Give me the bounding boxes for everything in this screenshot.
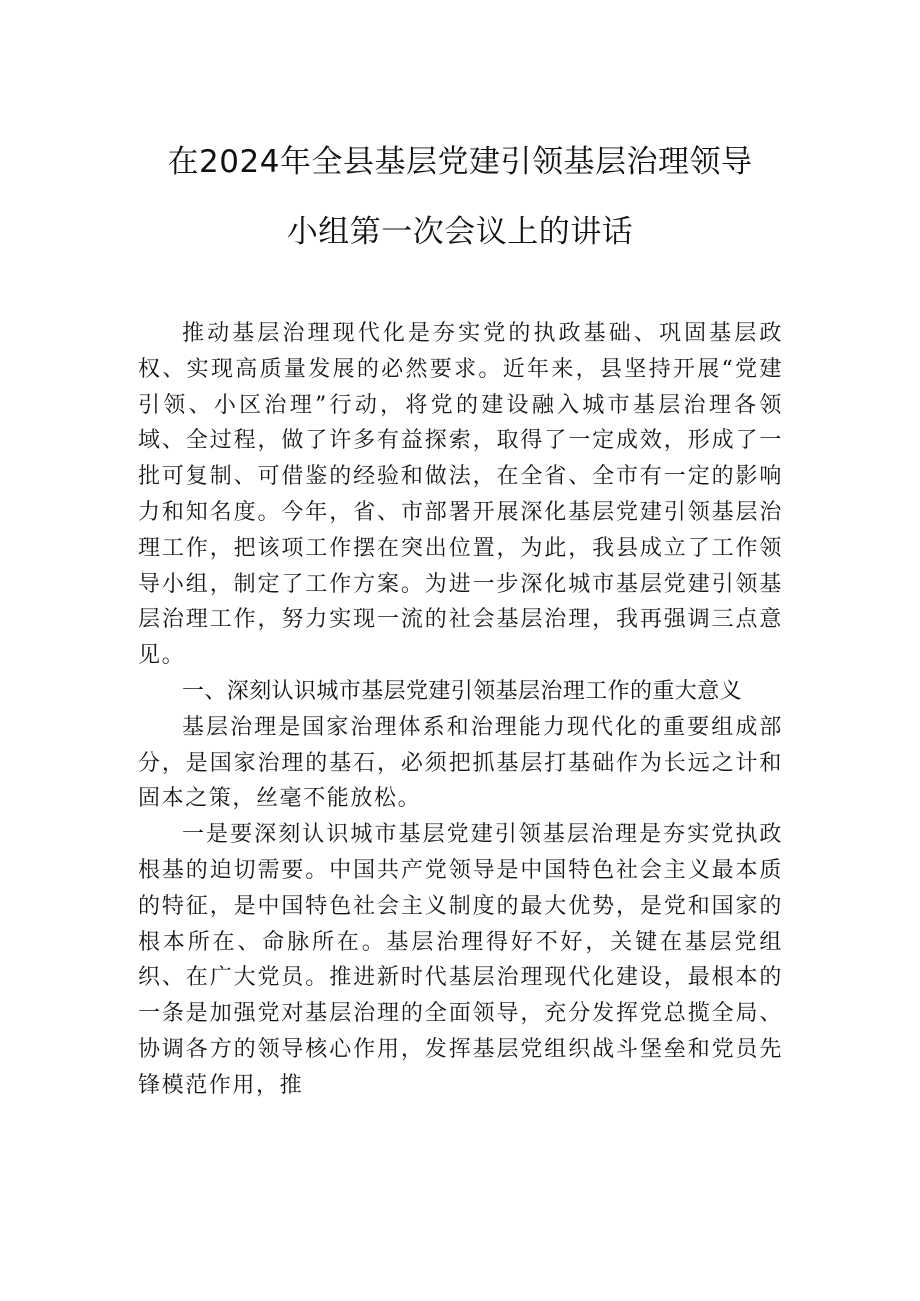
document-title-line-1: 在2024年全县基层党建引领基层治理领导 (167, 144, 753, 180)
section-1-paragraph-2: 一是要深刻认识城市基层党建引领基层治理是夯实党执政根基的迫切需要。中国共产党领导是中国特色社会主义最本质的特征，是中国特色社会主义制度的最大优势，是党和国家的根本所在、命脉所在。基层治理得好不好，关键在基层党组织、在广大党员。推进新时代基层治理现代化建设，最根本的一条是加强党对基层治理的全面领导，充分发挥党总揽全局、协调各方的领导核心作用，发挥基层党组织战斗堡垒和党员先锋模范作用，推 (138, 822, 783, 1098)
intro-paragraph: 推动基层治理现代化是夯实党的执政基础、巩固基层政权、实现高质量发展的必然要求。近年来，县坚持开展“党建引领、小区治理”行动，将党的建设融入城市基层治理各领域、全过程，做了许多有益探索，取得了一定成效，形成了一批可复制、可借鉴的经验和做法，在全省、全市有一定的影响力和知名度。今年，省、市部署开展深化基层党建引领基层治理工作，把该项工作摆在突出位置，为此，我县成立了工作领导小组，制定了工作方案。为进一步深化城市基层党建引领基层治理工作，努力实现一流的社会基层治理，我再强调三点意见。 (138, 321, 783, 669)
document-body (138, 316, 783, 1104)
document-title-line-2: 小组第一次会议上的讲话 (286, 214, 634, 250)
section-1-heading: 一、深刻认识城市基层党建引领基层治理工作的重大意义 (182, 678, 743, 704)
section-1-paragraph-1: 基层治理是国家治理体系和治理能力现代化的重要组成部分，是国家治理的基石，必须把抓基层打基础作为长远之计和固本之策，丝毫不能放松。 (138, 714, 783, 812)
